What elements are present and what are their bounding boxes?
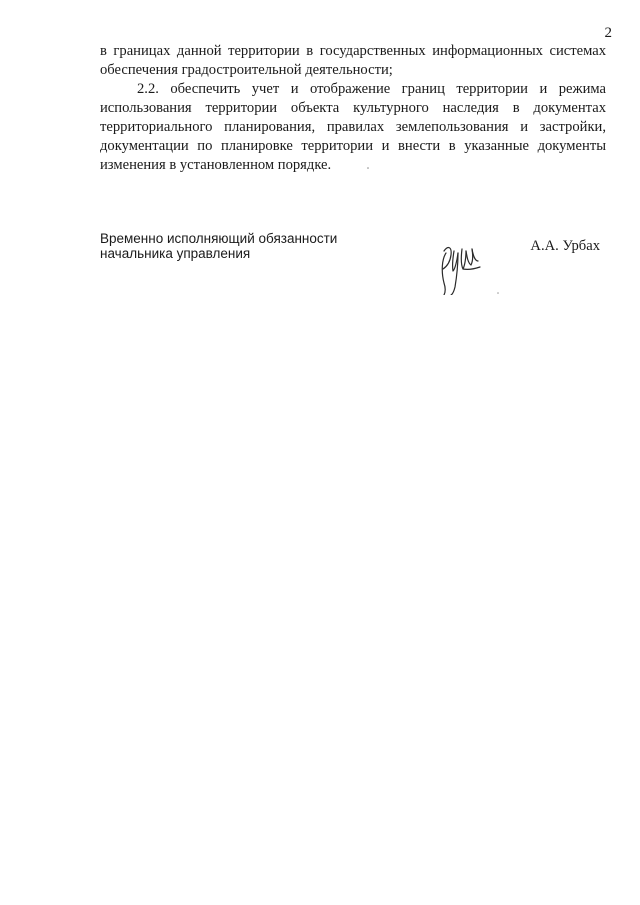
document-body (100, 42, 606, 175)
signer-position-line-2: начальника управления (100, 246, 251, 261)
signer-name: А.А. Урбах (530, 238, 600, 254)
paragraph-continuation: в границах данной территории в государственных информационных системах обеспечения градостроительной деятельности; (100, 43, 606, 78)
paragraph-2-2: 2.2. обеспечить учет и отображение границ территории и режима использования территории объекта культурного наследия в документах территориального планирования, правилах землепользования и застройки, документации по планировке территории и внести в указанные документы изменения в установленном порядке. (100, 81, 606, 173)
signature-block (100, 231, 606, 291)
handwritten-signature (436, 239, 484, 295)
signer-position-line-1: Временно исполняющий обязанности (100, 231, 338, 246)
signer-position (100, 231, 360, 261)
page-number: 2 (604, 25, 612, 41)
